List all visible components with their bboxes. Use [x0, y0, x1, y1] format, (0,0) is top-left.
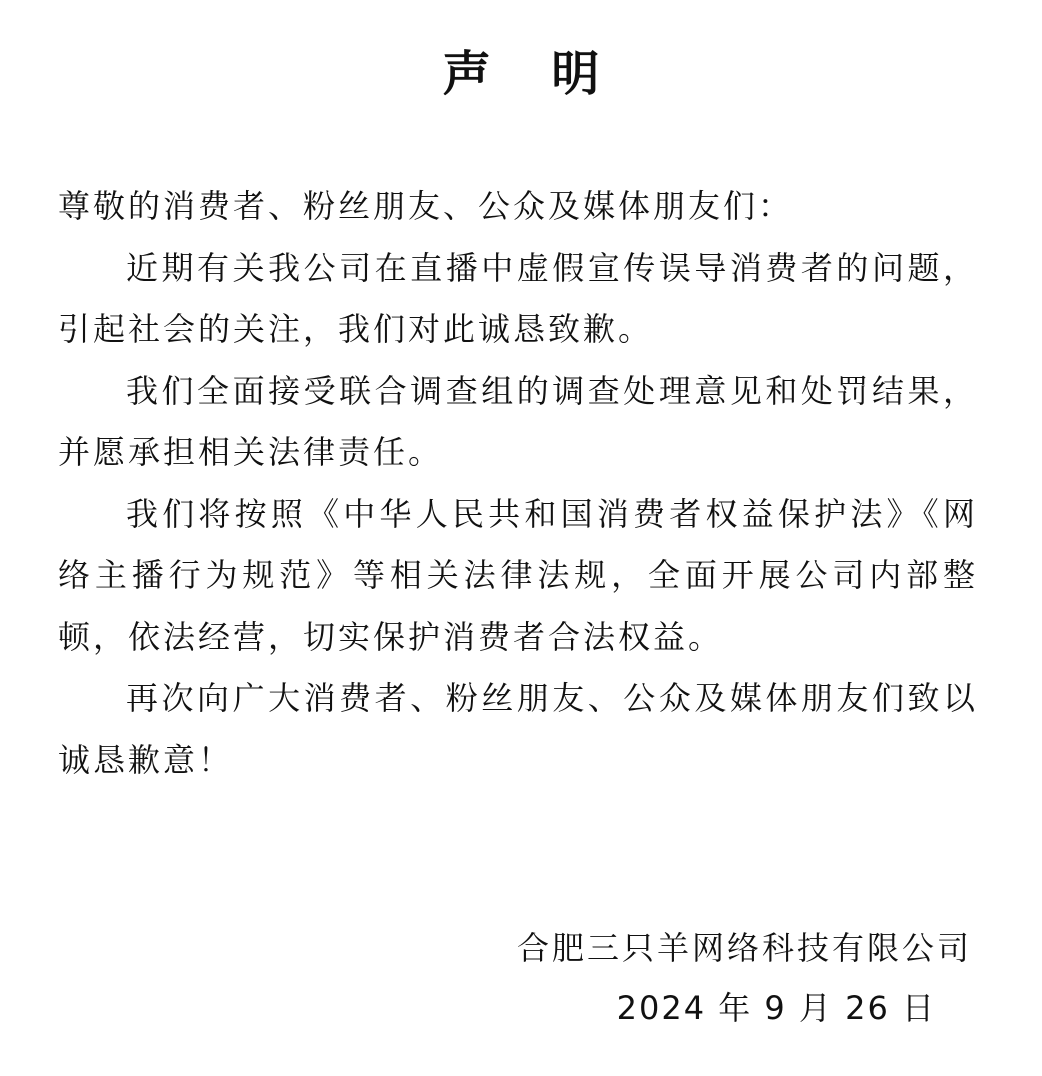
paragraph-closing: 再次向广大消费者、粉丝朋友、公众及媒体朋友们致以诚恳歉意！ — [58, 679, 978, 779]
paragraph-acceptance: 我们全面接受联合调查组的调查处理意见和处罚结果，并愿承担相关法律责任。 — [58, 371, 978, 471]
company-name: 合肥三只羊网络科技有限公司 — [516, 929, 972, 967]
salutation: 尊敬的消费者、粉丝朋友、公众及媒体朋友们： — [58, 187, 794, 225]
document-title: 声 明 — [442, 46, 622, 102]
signature-block — [472, 918, 972, 1038]
statement-date: 2024 年 9 月 26 日 — [616, 989, 936, 1027]
paragraph-rectification: 我们将按照《中华人民共和国消费者权益保护法》《网络主播行为规范》等相关法律法规，全面开展公司内部整顿，依法经营，切实保护消费者合法权益。 — [58, 494, 978, 656]
document-body — [58, 176, 978, 791]
paragraph-apology: 近期有关我公司在直播中虚假宣传误导消费者的问题，引起社会的关注，我们对此诚恳致歉。 — [58, 248, 978, 348]
